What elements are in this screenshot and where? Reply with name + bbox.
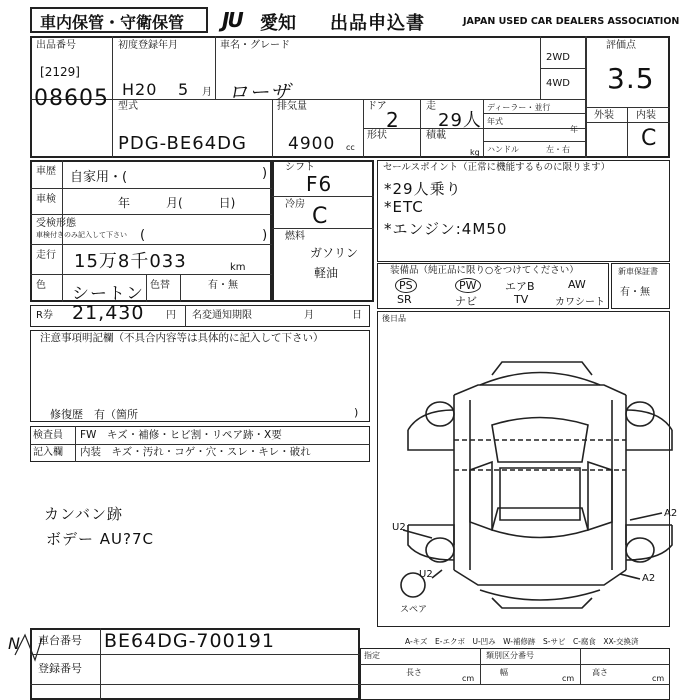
first-reg-label: 初度登録年月 — [118, 40, 178, 51]
history-value: 自家用・( — [70, 170, 128, 185]
name-change-day: 日 — [352, 310, 362, 321]
spare-label: スペア — [400, 605, 428, 615]
doors-value: 2 — [386, 108, 400, 132]
name-change-label: 名変通知期限 — [192, 310, 252, 321]
history-label: 車歴 — [36, 166, 56, 177]
sales-point-2: *ETC — [384, 198, 424, 216]
form-title: 出品申込書 — [330, 13, 425, 34]
handle-label: ハンドル — [487, 145, 519, 154]
shift-value: F6 — [306, 172, 333, 196]
inspection-fields: 年 月( 日) — [118, 196, 236, 210]
length-label: 長さ — [406, 668, 422, 677]
yen-unit: 円 — [166, 310, 176, 321]
class-no-label: 類別区分番号 — [486, 651, 534, 660]
lot-box-value: 2129 — [44, 65, 76, 79]
brand-name: 愛知 — [260, 13, 296, 34]
color-change-options: 有・無 — [208, 280, 238, 291]
chassis-no-label: 車台番号 — [38, 634, 82, 647]
equipment-item-aw: AW — [568, 278, 586, 291]
load-label: 積載 — [426, 130, 446, 141]
equipment-item-airbag: エアB — [505, 280, 535, 293]
width-cm: cm — [562, 674, 575, 683]
recycle-label: 受検形態 — [36, 218, 76, 229]
diagram-mark-left: U2 — [392, 522, 406, 533]
note-line-2: ボデー AU?7C — [46, 530, 154, 548]
diagram-mark-bottom-right: A2 — [642, 573, 656, 584]
km-unit: km — [230, 262, 246, 273]
ac-label: 冷房 — [285, 199, 305, 210]
displacement-value: 4900 — [288, 134, 336, 154]
margin-mark: N — [8, 634, 20, 653]
storage-note: 車内保管・守衛保管 — [40, 13, 185, 32]
ju-logo: JU — [222, 8, 242, 32]
association-name: JAPAN USED CAR DEALERS ASSOCIATION — [463, 16, 680, 27]
damage-key-legend: A-キズ E-エクボ U-凹み W-補修跡 S-サビ C-腐食 XX-交換済 — [405, 637, 639, 646]
spec-note-label: 指定 — [364, 651, 380, 660]
later-items-label: 後日品 — [382, 314, 406, 323]
year-model-label: 年式 — [487, 117, 503, 126]
handle-options: 左・右 — [546, 145, 570, 154]
shift-label: シフト — [285, 162, 315, 173]
dealer-label: ディーラー・並行 — [487, 103, 551, 112]
sales-points-label: セールスポイント（正常に機能するものに限ります） — [383, 162, 611, 173]
interior-label: 内装 — [636, 110, 656, 121]
name-change-month: 月 — [304, 310, 314, 321]
first-reg-month: 5 — [178, 80, 190, 99]
drive-2wd: 2WD — [546, 52, 570, 63]
length-cm: cm — [462, 674, 475, 683]
height-label: 高さ — [592, 668, 608, 677]
recycle-sublabel: 車検付きのみ記入して下さい — [36, 231, 127, 239]
rating-label: 評価点 — [606, 40, 636, 51]
mileage-top-label: 走 — [426, 101, 436, 112]
rear-bumper — [480, 590, 600, 600]
first-reg-era: H20 — [122, 80, 158, 99]
displacement-label: 排気量 — [277, 101, 307, 112]
repair-history-label: 修復歴 有（箇所 — [50, 408, 138, 421]
repair-close: ) — [354, 406, 359, 419]
car-name-value: ローザ — [228, 80, 291, 104]
rating-value: 3.5 — [607, 62, 655, 95]
model-label: 型式 — [118, 101, 138, 112]
lot-number: 08605 — [34, 86, 109, 111]
color-change-label: 色替 — [150, 280, 170, 291]
width-label: 幅 — [500, 668, 508, 677]
cc-unit: cc — [346, 143, 355, 152]
lot-box-number: [2129] — [40, 65, 80, 79]
exterior-label: 外装 — [594, 110, 614, 121]
color-value: シートン — [72, 284, 144, 304]
interior-value: C — [641, 126, 658, 151]
first-reg-month-unit: 月 — [202, 87, 212, 98]
mileage-label: 走行 — [36, 250, 56, 261]
chassis-no-value: BE64DG-700191 — [104, 630, 275, 652]
check-row-1: FW キズ・補修・ヒビ割・リペア跡・X要 — [80, 429, 282, 441]
color-label: 色 — [36, 280, 46, 291]
lot-no-label: 出品番号 — [36, 40, 76, 51]
r-ticket-value: 21,430 — [72, 302, 145, 324]
fuel-option-2: 軽油 — [314, 266, 339, 280]
inspection-label: 車検 — [36, 194, 56, 205]
front-bumper — [480, 373, 600, 386]
history-close: ) — [262, 166, 268, 181]
equipment-item-tv: TV — [514, 293, 529, 306]
doors-label: ドア — [367, 101, 387, 112]
ac-value: C — [312, 204, 329, 229]
rear-window — [492, 508, 588, 538]
shape-label: 形状 — [367, 130, 387, 141]
drive-4wd: 4WD — [546, 78, 570, 89]
warranty-options: 有・無 — [620, 287, 650, 298]
diagram-mark-right: A2 — [664, 508, 678, 519]
kg-unit: kg — [470, 148, 480, 157]
roof — [500, 468, 580, 520]
reg-no-label: 登録番号 — [38, 662, 82, 675]
equipment-item-leather: カワシート — [555, 297, 605, 308]
equipment-item-ps: PS — [395, 278, 417, 293]
seats-value: 29人 — [438, 110, 482, 131]
equipment-item-sr: SR — [397, 293, 412, 306]
equipment-label: 装備品（純正品に限り○をつけてください） — [390, 265, 579, 276]
year-label: 年 — [570, 125, 578, 134]
diagram-mark-bottom-left: U2 — [419, 569, 433, 580]
fuel-option-1: ガソリン — [310, 246, 359, 260]
inspector-label: 検査員 — [33, 430, 63, 441]
sales-point-3: *エンジン:4M50 — [384, 220, 508, 238]
entry-label: 記入欄 — [33, 447, 63, 458]
recycle-paren: ( ) — [140, 228, 268, 243]
equipment-item-navi: ナビ — [455, 295, 477, 308]
equipment-item-pw: PW — [455, 278, 481, 293]
height-cm: cm — [652, 674, 665, 683]
mileage-value: 15万8千033 — [74, 251, 187, 272]
car-name-label: 車名・グレード — [220, 40, 290, 51]
notes-label: 注意事項明記欄（不具合内容等は具体的に記入して下さい） — [40, 332, 324, 344]
warranty-label: 新車保証書 — [618, 267, 658, 276]
check-row-2: 内装 キズ・汚れ・コゲ・穴・スレ・キレ・破れ — [80, 446, 311, 458]
r-ticket-label: R券 — [36, 310, 53, 321]
note-line-1: カンバン跡 — [44, 505, 123, 523]
fuel-label: 燃料 — [285, 231, 305, 242]
model-value: PDG-BE64DG — [118, 133, 247, 154]
sales-point-1: *29人乗り — [384, 180, 462, 198]
